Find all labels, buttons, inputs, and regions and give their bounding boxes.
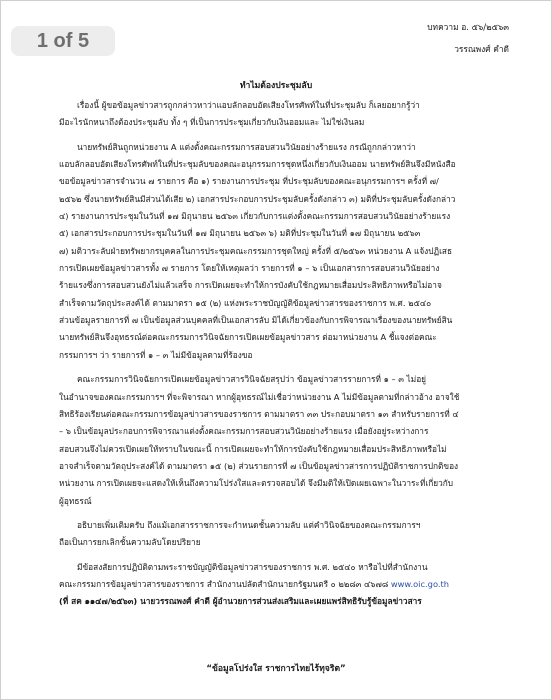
slogan: “ข้อมูลโปร่งใส ราชการไทยไร้ทุจริต” bbox=[206, 664, 346, 674]
paragraph-line: ขอข้อมูลข่าวสารจำนวน ๗ รายการ คือ ๑) รายงานการประชุม ที่ประชุมลับของคณะอนุกรรมการฯ ครั้งที่ ๗/ bbox=[59, 176, 439, 187]
paragraph-line: แอบลักลอบอัดเสียงโทรศัพท์ในที่ประชุมลับของคณะอนุกรรมการชุดหนึ่งเกี่ยวกับเงินออม นายทรัพย์สินจึงมีหนังสือ bbox=[59, 159, 456, 170]
paragraph-line: มีข้อสงสัยการปฏิบัติตามพระราชบัญญัติข้อมูลข่าวสารของราชการ พ.ศ. ๒๕๔๐ หารือไปที่สำนักงาน bbox=[77, 561, 428, 572]
paragraph-line: ๗) มติวาระลับฝ่ายทรัพยากรบุคคลในการประชุมคณะกรรมการชุดใหญ่ ครั้งที่ ๕/๒๕๖๓ หน่วยงาน A แจ้งปฏิเสธ bbox=[59, 245, 453, 256]
website-link[interactable]: www.oic.go.th bbox=[390, 578, 450, 589]
page-indicator: 1 of 5 bbox=[11, 26, 115, 56]
paragraph-line: ในอำนาจของคณะกรรมการฯ ที่จะพิจารณา หากผู้อุทธรณ์ไม่เชื่อว่าหน่วยงาน A ไม่มีข้อมูลตามที่กล่าวอ้าง อาจใช้ bbox=[59, 391, 460, 402]
paragraph-line: หน่วยงาน การเปิดเผยจะแสดงให้เห็นถึงความโปร่งใสและตรวจสอบได้ จึงมีมติให้เปิดเผยเฉพาะในวาระที่เกี่ยวกับ bbox=[59, 478, 454, 489]
document-title: ทำไมต้องประชุมลับ bbox=[239, 81, 313, 91]
paragraph-line: ถือเป็นการยกเลิกชั้นความลับโดยปริยาย bbox=[59, 537, 201, 548]
paragraph-line: ๔) รายงานการประชุมในวันที่ ๑๗ มิถุนายน ๒๕๖๓ เกี่ยวกับการแต่งตั้งคณะกรรมการสอบสวนวินัยอย่างร้ายแรง bbox=[59, 211, 451, 222]
paragraph-line: คณะกรรมการวินิจฉัยการเปิดเผยข้อมูลข่าวสารวินิจฉัยสรุปว่า ข้อมูลข่าวสารรายการที่ ๑ – ๓ ไม่อยู่ bbox=[77, 374, 427, 385]
article-number: บทความ อ. ๕๖/๒๕๖๓ bbox=[427, 22, 509, 32]
paragraph-line: กรรมการฯ ว่า รายการที่ ๑ – ๓ ไม่มีข้อมูลตามที่ร้องขอ bbox=[59, 349, 253, 360]
paragraph-line: ร้ายแรงซึ่งการสอบสวนยังไม่แล้วเสร็จ การเปิดเผยจะทำให้การบังคับใช้กฎหมายเสื่อมประสิทธิภาพหรือไม่อาจ bbox=[59, 280, 442, 291]
paragraph-line: นายทรัพย์สินจึงอุทธรณ์ต่อคณะกรรมการวินิจฉัยการเปิดเผยข้อมูลข่าวสาร ต่อมาหน่วยงาน A ชี้แจงต่อคณะ bbox=[59, 332, 437, 343]
author-name: วรรณพงศ์ คำดี bbox=[454, 44, 509, 54]
footer-reference: (ที่ สค ๑๑๔๗/๒๕๖๓) นายวรรณพงศ์ คำดี ผู้อำนวยการส่วนส่งเสริมและเผยแพร่สิทธิรับรู้ข้อมูลข่าวสาร bbox=[59, 596, 422, 607]
paragraph-line: ส่วนข้อมูลรายการที่ ๗ เป็นข้อมูลส่วนบุคคลที่เป็นเอกสารลับ มิได้เกี่ยวข้องกับการพิจารณาเรื่องของนายทรัพย์สิน bbox=[59, 315, 453, 326]
paragraph-line: – ๖ เป็นข้อมูลประกอบการพิจารณาแต่งตั้งคณะกรรมการสอบสวนวินัยอย่างร้ายแรง เมื่อยังอยู่ระหว่างการ bbox=[59, 426, 429, 437]
paragraph-line: ๒๕๖๒ ซึ่งนายทรัพย์สินมีส่วนได้เสีย ๒) เอกสารประกอบการประชุมลับครั้งดังกล่าว ๓) มติที่ประชุมลับครั้งดังกล่าว bbox=[59, 193, 456, 204]
paragraph-line: ๕) เอกสารประกอบการประชุมในวันที่ ๑๗ มิถุนายน ๒๕๖๓ ๖) มติที่ประชุมในวันที่ ๑๗ มิถุนายน ๒๕๖๓ bbox=[59, 228, 421, 239]
article-header bbox=[427, 16, 509, 60]
paragraph-line: สำเร็จตามวัตถุประสงค์ได้ ตามมาตรา ๑๕ (๒) แห่งพระราชบัญญัติข้อมูลข่าวสารของราชการ พ.ศ. ๒๕๔๐ bbox=[59, 297, 432, 308]
contact-line bbox=[59, 576, 517, 593]
paragraph-line: มีอะไรนักหนาถึงต้องประชุมลับ ทั้ง ๆ ที่เป็นการประชุมเกี่ยวกับเงินออมและ ไม่ใช่เงินลม bbox=[59, 117, 365, 128]
paragraph-line: อธิบายเพิ่มเติมครับ ถึงแม้เอกสารราชการจะกำหนดชั้นความลับ แต่คำวินิจฉัยของคณะกรรมการฯ bbox=[77, 519, 421, 530]
paragraph-line: ผู้อุทธรณ์ bbox=[59, 495, 92, 506]
paragraph-line: สอบสวนจึงไม่ควรเปิดเผยให้ทราบในขณะนี้ การเปิดเผยจะทำให้การบังคับใช้กฎหมายเสื่อมประสิทธิภาพหรือไม่ bbox=[59, 443, 447, 454]
paragraph-line: คณะกรรมการข้อมูลข่าวสารของราชการ สำนักงานปลัดสำนักนายกรัฐมนตรี ๐ ๒๒๘๓ ๔๖๗๘ www.oic.go.th bbox=[59, 578, 450, 589]
paragraph-line: อาจสำเร็จตามวัตถุประสงค์ได้ ตามมาตรา ๑๕ (๒) ส่วนรายการที่ ๗ เป็นข้อมูลข่าวสารการปฏิบัติราชการปกติของ bbox=[59, 460, 459, 471]
paragraph-line: นายทรัพย์สินถูกหน่วยงาน A แต่งตั้งคณะกรรมการสอบสวนวินัยอย่างร้ายแรง กรณีถูกกล่าวหาว่า bbox=[77, 141, 416, 152]
paragraph-line: สิทธิร้องเรียนต่อคณะกรรมการข้อมูลข่าวสารของราชการ ตามมาตรา ๓๓ ประกอบมาตรา ๑๓ สำหรับรายการที่ ๔ bbox=[59, 408, 459, 419]
paragraph-line: เรื่องนี้ ผู้ขอข้อมูลข่าวสารถูกกล่าวหาว่าแอบลักลอบอัดเสียงโทรศัพท์ในที่ประชุมลับ ก็เลยอยากรู้ว่า bbox=[77, 100, 420, 110]
document-body bbox=[59, 97, 517, 611]
paragraph-line: การเปิดเผยข้อมูลข่าวสารทั้ง ๗ รายการ โดยให้เหตุผลว่า รายการที่ ๑ – ๖ เป็นเอกสารการสอบสวนวินัยอย่าง bbox=[59, 263, 440, 274]
